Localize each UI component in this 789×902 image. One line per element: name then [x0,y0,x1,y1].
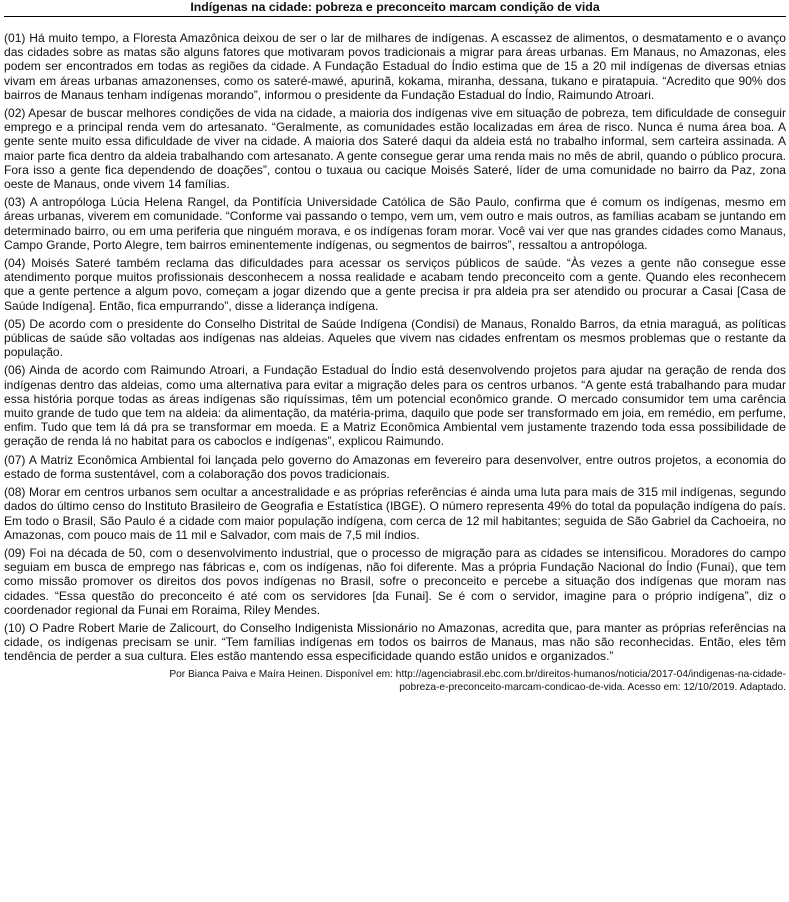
paragraph-03: (03) A antropóloga Lúcia Helena Rangel, da Pontifícia Universidade Católica de São Paulo, confirma que é comum os indígenas, mesmo em áreas urbanas, viverem em comunidade. “Conforme vai passando o tempo, vem um, vem outro e mais outros, as famílias acabam se juntando em determinado bairro, ou em uma periferia que ninguém morava, e os indígenas foram morar. Você vai ver que nas grandes cidades como Manaus, Campo Grande, Porto Alegre, tem bairros eminentemente indígenas, ou segmentos de bairros”, ressaltou a antropóloga. [4,195,786,252]
article-body [4,31,786,664]
paragraph-04: (04) Moisés Sateré também reclama das dificuldades para acessar os serviços públicos de saúde. “Às vezes a gente não consegue esse atendimento porque muitos profissionais desconhecem a nossa realidade e acabam tendo preconceito com a gente. Quando eles reconhecem que a gente pertence a algum povo, começam a jogar dizendo que a gente precisa ir pra aldeia pra ser atendido ou procurar a Casai [Casa de Saúde Indígena]. Então, fica empurrando”, disse a liderança indígena. [4,256,786,313]
source-credit-line-2: pobreza-e-preconceito-marcam-condicao-de-vida. Acesso em: 12/10/2019. Adaptado. [399,681,786,693]
paragraph-02: (02) Apesar de buscar melhores condições de vida na cidade, a maioria dos indígenas vive em situação de pobreza, tem dificuldade de conseguir emprego e a principal renda vem do artesanato. “Geralmente, as comunidades estão localizadas em área de risco. Nunca é numa área boa. A gente sente muito essa dificuldade de viver na cidade. A maioria dos Sateré daqui da aldeia está no trabalho informal, sem carteira assinada. A maior parte fica dentro da aldeia trabalhando com artesanato. A gente consegue gerar uma renda mais no mês de abril, quando o público procura. Fora isso a gente fica dependendo de doações”, contou o tuxaua ou cacique Moisés Sateré, líder de uma comunidade no bairro da Paz, zona oeste de Manaus, onde vivem 14 famílias. [4,106,786,192]
source-credit-line-1: Por Bianca Paiva e Maíra Heinen. Disponível em: http://agenciabrasil.ebc.com.br/direitos-humanos/noticia/2017-04/indigenas-na-cidade- [169,668,786,680]
paragraph-08: (08) Morar em centros urbanos sem ocultar a ancestralidade e as próprias referências é ainda uma luta para mais de 315 mil indígenas, segundo dados do último censo do Instituto Brasileiro de Geografia e Estatística (IBGE). O número representa 49% do total da população indígena do país. Em todo o Brasil, São Paulo é a cidade com maior população indígena, com cerca de 12 mil habitantes; seguida de São Gabriel da Cachoeira, no Amazonas, com pouco mais de 11 mil e Salvador, com mais de 7,5 mil índios. [4,485,786,542]
paragraph-07: (07) A Matriz Econômica Ambiental foi lançada pelo governo do Amazonas em fevereiro para desenvolver, entre outros projetos, a economia do estado de forma sustentável, com a colaboração dos povos tradicionais. [4,452,786,481]
paragraph-01: (01) Há muito tempo, a Floresta Amazônica deixou de ser o lar de milhares de indígenas. A escassez de alimentos, o desmatamento e o avanço das cidades sobre as matas são alguns fatores que motivaram povos tradicionais a migrar para áreas urbanas. Em Manaus, no Amazonas, eles podem ser encontrados em todas as regiões da cidade. A Fundação Estadual do Índio estima que de 15 a 20 mil indígenas de diversas etnias vivam em áreas urbanas amazonenses, como os sateré-mawé, apurinã, kokama, miranha, dessana, tukano e piratapuia. “Acredito que 90% dos bairros de Manaus tenham indígenas morando”, informou o presidente da Fundação Estadual do Índio, Raimundo Atroari. [4,31,786,102]
paragraph-10: (10) O Padre Robert Marie de Zalicourt, do Conselho Indigenista Missionário no Amazonas, acredita que, para manter as próprias referências na cidade, os indígenas precisam se unir. “Tem famílias indígenas em todos os bairros de Manaus, mas não são reconhecidas. Então, eles têm tendência de perder a sua cultura. Eles estão mantendo essa especificidade quando estão unidos e organizados.” [4,620,786,664]
source-credit [4,668,786,694]
paragraph-06: (06) Ainda de acordo com Raimundo Atroari, a Fundação Estadual do Índio está desenvolvendo projetos para ajudar na geração de renda dos indígenas dentro das aldeias, como uma alternativa para evitar a migração deles para os centros urbanos. “A gente está trabalhando para mudar essa história porque todas as áreas indígenas são riquíssimas, têm um potencial econômico grande. O mercado consumidor tem uma carência muito grande de tudo que tem na aldeia: da alimentação, da matéria-prima, daquilo que pode ser transformado em joia, em remédio, em perfume, enfim. Tudo que tem lá dá pra se transformar em moeda. E a Matriz Econômica Ambiental vem justamente trazendo toda essa possibilidade de geração de renda lá no habitat para os caboclos e indígenas”, explicou Raimundo. [4,363,786,449]
paragraph-05: (05) De acordo com o presidente do Conselho Distrital de Saúde Indígena (Condisi) de Manaus, Ronaldo Barros, da etnia maraguá, as políticas públicas de saúde são voltadas aos indígenas nas aldeias. Aqueles que vivem nas cidades enfrentam os mesmos problemas que o restante da população. [4,316,786,360]
article-title: Indígenas na cidade: pobreza e preconceito marcam condição de vida [4,0,786,17]
paragraph-09: (09) Foi na década de 50, com o desenvolvimento industrial, que o processo de migração para as cidades se intensificou. Moradores do campo seguiam em busca de emprego nas fábricas e, com os indígenas, não foi diferente. Mas a própria Fundação Nacional do Índio (Funai), que tem como missão promover os direitos dos povos indígenas no Brasil, sofre o preconceito e percebe a situação dos indígenas que moram nas cidades. “Essa questão do preconceito é até com os servidores [da Funai]. Se é com o servidor, imagine para o próprio indígena”, diz o coordenador regional da Funai em Roraima, Riley Mendes. [4,545,786,617]
